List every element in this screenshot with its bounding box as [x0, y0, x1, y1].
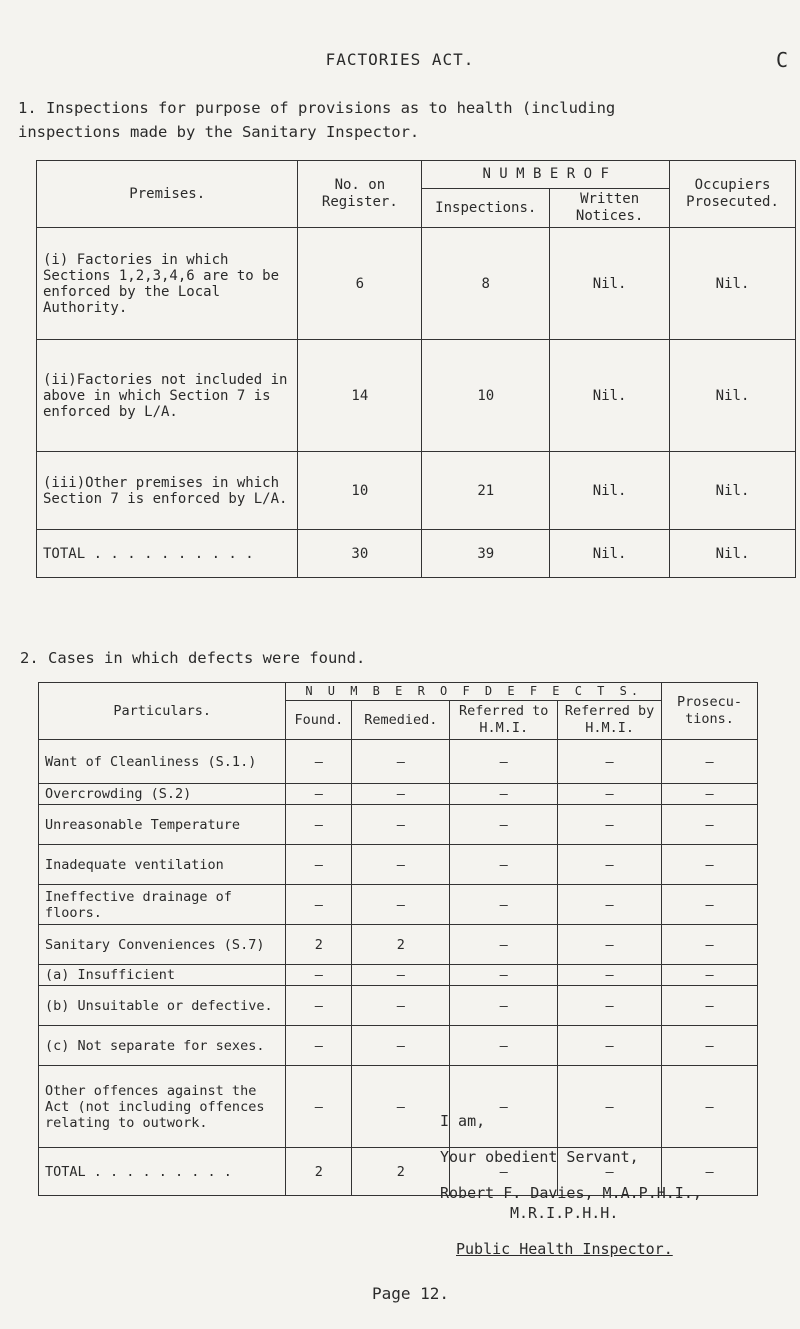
row-label: (iii)Other premises in which Section 7 is enforced by L/A. — [37, 452, 298, 530]
remedied-cell: — — [352, 965, 450, 986]
col-inspections-header: Inspections. — [422, 189, 550, 228]
row-label: Inadequate ventilation — [39, 845, 286, 885]
signatory-name: Robert F. Davies, M.A.P.H.I., — [440, 1184, 702, 1202]
register-cell: 10 — [298, 452, 422, 530]
referred-to-cell: — — [450, 1148, 558, 1196]
referred-by-cell: — — [558, 784, 662, 805]
table-row — [37, 228, 796, 340]
page-number: Page 12. — [372, 1284, 450, 1303]
row-label: Ineffective drainage of floors. — [39, 885, 286, 925]
referred-by-cell: — — [558, 740, 662, 784]
prosecutions-cell: — — [662, 885, 758, 925]
inspections-cell: 39 — [422, 530, 550, 578]
col-prosecutions-header: Prosecu-tions. — [662, 683, 758, 740]
prosecutions-cell: — — [662, 965, 758, 986]
found-cell: — — [286, 805, 352, 845]
prosecutions-cell: — — [662, 740, 758, 784]
col-found-header: Found. — [286, 701, 352, 740]
remedied-cell: — — [352, 784, 450, 805]
remedied-cell: — — [352, 740, 450, 784]
table-row — [39, 1026, 758, 1066]
table-row — [39, 965, 758, 986]
prosecutions-cell: — — [662, 784, 758, 805]
signatory-qualifications: M.R.I.P.H.H. — [510, 1204, 619, 1222]
notices-cell: Nil. — [550, 530, 670, 578]
found-cell: — — [286, 740, 352, 784]
notices-cell: Nil. — [550, 340, 670, 452]
inspections-cell: 10 — [422, 340, 550, 452]
found-cell: — — [286, 965, 352, 986]
referred-to-cell: — — [450, 740, 558, 784]
referred-by-cell: — — [558, 1148, 662, 1196]
table-row — [39, 805, 758, 845]
closing-line: I am, — [440, 1112, 486, 1130]
row-label: (ii)Factories not included in above in which Section 7 is enforced by L/A. — [37, 340, 298, 452]
found-cell: — — [286, 845, 352, 885]
referred-by-cell: — — [558, 885, 662, 925]
remedied-cell: 2 — [352, 925, 450, 965]
col-referred-to-header: Referred to H.M.I. — [450, 701, 558, 740]
notices-cell: Nil. — [550, 452, 670, 530]
row-label: (b) Unsuitable or defective. — [39, 986, 286, 1026]
col-number-of-header: N U M B E R O F — [422, 161, 670, 189]
found-cell: — — [286, 1066, 352, 1148]
corner-mark: C — [776, 48, 789, 72]
prosecuted-cell: Nil. — [670, 452, 796, 530]
remedied-cell: — — [352, 986, 450, 1026]
referred-to-cell: — — [450, 885, 558, 925]
section1-heading-line2: inspections made by the Sanitary Inspector. — [18, 123, 420, 141]
found-cell: 2 — [286, 925, 352, 965]
remedied-cell: — — [352, 1026, 450, 1066]
prosecuted-cell: Nil. — [670, 228, 796, 340]
notices-cell: Nil. — [550, 228, 670, 340]
col-prosecuted-header: Occupiers Prosecuted. — [670, 161, 796, 228]
closing-salutation: Your obedient Servant, — [440, 1148, 639, 1166]
referred-by-cell: — — [558, 1026, 662, 1066]
table-row — [39, 784, 758, 805]
remedied-cell: 2 — [352, 1148, 450, 1196]
row-label: Other offences against the Act (not including offences relating to outwork. — [39, 1066, 286, 1148]
referred-by-cell: — — [558, 925, 662, 965]
found-cell: — — [286, 986, 352, 1026]
prosecuted-cell: Nil. — [670, 530, 796, 578]
referred-by-cell: — — [558, 986, 662, 1026]
prosecuted-cell: Nil. — [670, 340, 796, 452]
register-cell: 6 — [298, 228, 422, 340]
row-label: Sanitary Conveniences (S.7) — [39, 925, 286, 965]
table-row — [37, 340, 796, 452]
referred-to-cell: — — [450, 1026, 558, 1066]
remedied-cell: — — [352, 885, 450, 925]
referred-to-cell: — — [450, 845, 558, 885]
found-cell: — — [286, 784, 352, 805]
col-notices-header: Written Notices. — [550, 189, 670, 228]
prosecutions-cell: — — [662, 845, 758, 885]
remedied-cell: — — [352, 845, 450, 885]
prosecutions-cell: — — [662, 1148, 758, 1196]
referred-by-cell: — — [558, 1066, 662, 1148]
referred-by-cell: — — [558, 965, 662, 986]
prosecutions-cell: — — [662, 1026, 758, 1066]
section2-heading: 2. Cases in which defects were found. — [20, 649, 366, 667]
referred-to-cell: — — [450, 965, 558, 986]
inspections-cell: 8 — [422, 228, 550, 340]
signatory-title: Public Health Inspector. — [456, 1240, 673, 1258]
table-row — [39, 986, 758, 1026]
page-title: FACTORIES ACT. — [325, 50, 475, 69]
row-label: Want of Cleanliness (S.1.) — [39, 740, 286, 784]
table-row — [39, 925, 758, 965]
prosecutions-cell: — — [662, 925, 758, 965]
col-particulars-header: Particulars. — [39, 683, 286, 740]
col-register-header: No. on Register. — [298, 161, 422, 228]
row-label: TOTAL . . . . . . . . . . — [37, 530, 298, 578]
inspections-table — [36, 160, 796, 578]
referred-to-cell: — — [450, 1066, 558, 1148]
col-referred-by-header: Referred by H.M.I. — [558, 701, 662, 740]
referred-to-cell: — — [450, 805, 558, 845]
table-row — [37, 530, 796, 578]
table-row — [39, 845, 758, 885]
table-row — [37, 452, 796, 530]
remedied-cell: — — [352, 805, 450, 845]
found-cell: 2 — [286, 1148, 352, 1196]
row-label: Overcrowding (S.2) — [39, 784, 286, 805]
referred-to-cell: — — [450, 925, 558, 965]
col-remedied-header: Remedied. — [352, 701, 450, 740]
section1-heading-line1: 1. Inspections for purpose of provisions as to health (including — [18, 99, 616, 117]
register-cell: 30 — [298, 530, 422, 578]
row-label: (c) Not separate for sexes. — [39, 1026, 286, 1066]
register-cell: 14 — [298, 340, 422, 452]
table-row — [39, 740, 758, 784]
prosecutions-cell: — — [662, 986, 758, 1026]
prosecutions-cell: — — [662, 805, 758, 845]
referred-by-cell: — — [558, 845, 662, 885]
found-cell: — — [286, 1026, 352, 1066]
table-row — [39, 1066, 758, 1148]
referred-to-cell: — — [450, 784, 558, 805]
row-label: TOTAL . . . . . . . . . — [39, 1148, 286, 1196]
referred-to-cell: — — [450, 986, 558, 1026]
row-label: (i) Factories in which Sections 1,2,3,4,6 are to be enforced by the Local Authority. — [37, 228, 298, 340]
found-cell: — — [286, 885, 352, 925]
remedied-cell: — — [352, 1066, 450, 1148]
prosecutions-cell: — — [662, 1066, 758, 1148]
col-premises-header: Premises. — [37, 161, 298, 228]
defects-table — [38, 682, 758, 1196]
table-row — [39, 885, 758, 925]
referred-by-cell: — — [558, 805, 662, 845]
row-label: (a) Insufficient — [39, 965, 286, 986]
col-number-of-defects-header: N U M B E R O F D E F E C T S. — [286, 683, 662, 701]
row-label: Unreasonable Temperature — [39, 805, 286, 845]
inspections-cell: 21 — [422, 452, 550, 530]
